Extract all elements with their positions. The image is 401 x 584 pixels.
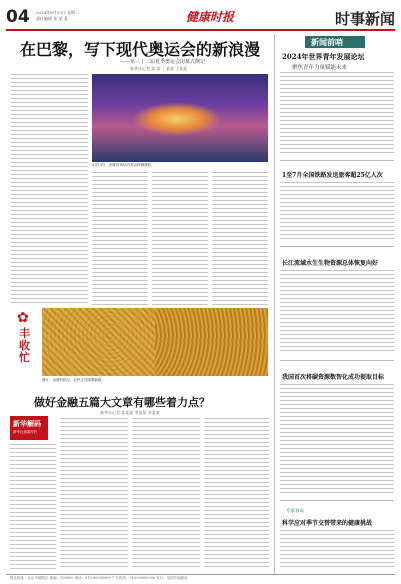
- lead-column-3: [152, 172, 208, 306]
- editor-line: 责任编辑 张 某 某: [36, 16, 68, 21]
- page-number: 04: [6, 7, 30, 27]
- flower-icon: ✿: [17, 310, 29, 326]
- sidebar-item2-body: [280, 182, 394, 242]
- finance-badge: 新华解码 新华社高端专栏: [10, 416, 48, 440]
- harvest-badge: ✿ 丰收忙: [17, 310, 30, 364]
- lead-column-2: [92, 172, 148, 306]
- lead-byline: 新华社记者 某 某 丁某某 王某某: [130, 66, 188, 71]
- footer-text: 报社地址：北京市朝阳区 邮编：100000 电话：010-00000000 广告热线：010-00000000 发行：全国各地邮局: [10, 576, 188, 580]
- page-header: [6, 5, 395, 31]
- lead-column-1: [10, 74, 88, 306]
- lead-title: 在巴黎，写下现代奥运会的新浪漫: [20, 40, 261, 59]
- sidebar-item2-title: 1至7月全国铁路发送旅客超25亿人次: [282, 172, 383, 179]
- sidebar-item1-title: 2024年世界青年发展论坛: [282, 52, 365, 61]
- sidebar-item3-title: 长江流域水生生物资源总体恢复向好: [282, 260, 379, 267]
- lead-column-4: [212, 172, 268, 306]
- sidebar-item1-sub: 聚焦青年力量赋能未来: [292, 65, 348, 71]
- sidebar-rule-3: [280, 360, 394, 361]
- date-line: 2024年8月13日 星期二: [36, 10, 80, 15]
- sidebar-item5-body: [280, 530, 394, 570]
- sidebar-rule-4: [280, 500, 394, 501]
- lead-subtitle: ——第三十三届夏季奥运会闭幕式侧记: [120, 59, 206, 65]
- section-title: 时事新闻: [334, 10, 395, 28]
- finance-title: 做好金融五篇大文章有哪些着力点？: [34, 396, 210, 409]
- sidebar-rule-2: [280, 246, 394, 247]
- sidebar-item5-kicker: 专家看农: [286, 509, 304, 514]
- sidebar-rule-1: [280, 160, 394, 161]
- lead-photo-caption: 8月11日，国家体育场内观众挥舞旗帜。: [92, 163, 155, 167]
- sidebar-item1-body: [280, 72, 394, 156]
- header-rule: [6, 29, 395, 31]
- sidebar-heading: 新闻前哨: [305, 36, 365, 48]
- finance-column-3: [132, 418, 200, 570]
- finance-column-4: [204, 418, 270, 570]
- masthead-logo: 健康时报: [186, 10, 235, 24]
- harvest-caption: 图片：金黄的稻谷，农民正在晾晒新粮。: [42, 378, 105, 382]
- harvest-photo: [42, 308, 268, 376]
- finance-byline: 新华社记者 某某某 李某某 张某某: [100, 410, 160, 415]
- sidebar-divider: [274, 34, 275, 574]
- sidebar-item3-body: [280, 270, 394, 354]
- sidebar-item4-title: 我国首次将碳资源数智化成功提取目标: [282, 374, 385, 381]
- lead-photo: [92, 74, 268, 162]
- finance-column-1: [10, 444, 56, 570]
- footer-rule: [6, 574, 395, 575]
- sidebar-item4-body: [280, 384, 394, 494]
- finance-column-2: [60, 418, 128, 570]
- sidebar-item5-title: 科学应对季节交替带来的健康挑战: [282, 520, 373, 527]
